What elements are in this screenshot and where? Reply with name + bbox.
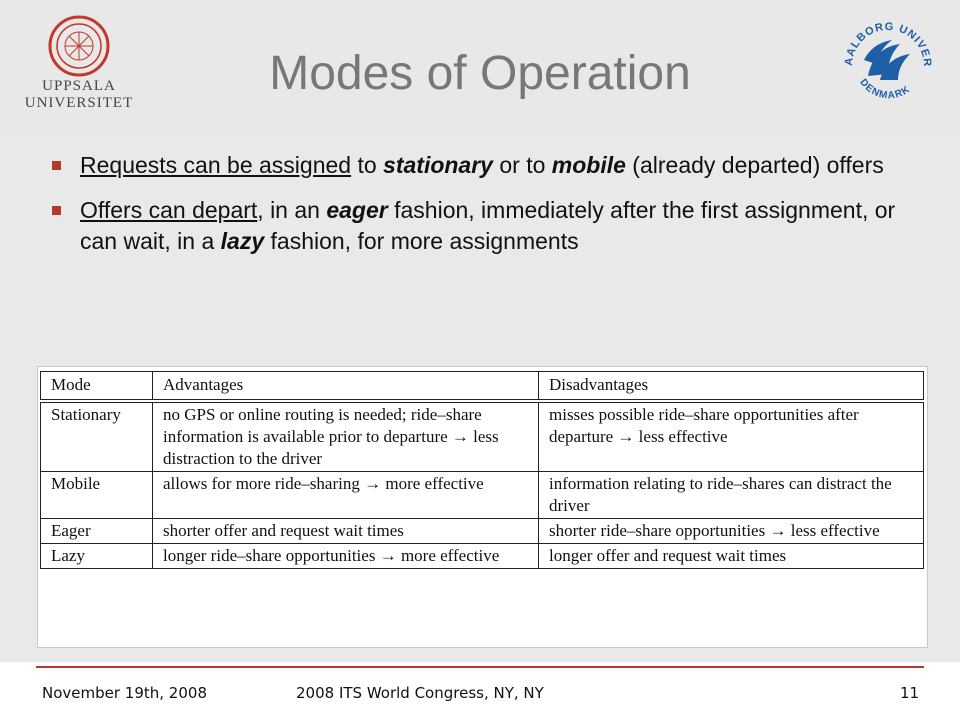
table-cell: Eager (41, 519, 153, 544)
table-header-row (41, 372, 924, 402)
aalborg-arc-bottom: DENMARK (857, 77, 913, 102)
footer-page-number: 11 (900, 684, 920, 702)
bullet-emphasis: lazy (220, 228, 265, 254)
table-row (41, 472, 924, 519)
bullet-text: (already departed) offers (625, 152, 884, 178)
uppsala-logo-line2: UNIVERSITET (24, 95, 134, 111)
uppsala-logo (24, 14, 134, 114)
bullet-list (48, 150, 908, 271)
aalborg-arc-top: AALBORG UNIVER (842, 20, 934, 68)
table-cell: information relating to ride–shares can distract the driver (539, 472, 924, 519)
table-row (41, 401, 924, 472)
uppsala-seal-icon (24, 14, 134, 78)
table-header-cell: Advantages (153, 372, 539, 402)
square-bullet-icon (52, 206, 61, 215)
bullet-text: fashion, for more assignments (264, 228, 579, 254)
aalborg-logo (838, 8, 938, 118)
footer-date: November 19th, 2008 (42, 684, 207, 702)
bullet-emphasis: stationary (383, 152, 493, 178)
bullet-text: , in an (257, 197, 327, 223)
table-cell: longer offer and request wait times (539, 544, 924, 569)
bullet-underlined: Requests can be assigned (80, 152, 352, 178)
table-cell: Lazy (41, 544, 153, 569)
bullet-text: to (351, 152, 384, 178)
bullet-emphasis: eager (326, 197, 388, 223)
table-row (41, 544, 924, 569)
aalborg-seal-icon (838, 8, 938, 118)
bullet-text: or to (492, 152, 552, 178)
footer-conference: 2008 ITS World Congress, NY, NY (296, 684, 544, 702)
table-row (41, 519, 924, 544)
table-cell: shorter offer and request wait times (153, 519, 539, 544)
table-cell: Mobile (41, 472, 153, 519)
table-cell: no GPS or online routing is needed; ride–share information is available prior to departure → less distraction to the driver (153, 401, 539, 472)
modes-table (40, 371, 924, 569)
bullet-item-requests (48, 150, 908, 181)
square-bullet-icon (52, 161, 61, 170)
bullet-item-offers (48, 195, 908, 257)
svg-text:DENMARK (857, 77, 912, 101)
bullet-emphasis: mobile (551, 152, 626, 178)
modes-table-container (37, 366, 928, 648)
page-title: Modes of Operation (269, 47, 691, 100)
table-cell: longer ride–share opportunities → more effective (153, 544, 539, 569)
bullet-underlined: Offers can depart (80, 197, 258, 223)
footer-divider (36, 666, 924, 668)
table-header-cell: Disadvantages (539, 372, 924, 402)
table-header-cell: Mode (41, 372, 153, 402)
bullet-text: fashion, immediately after the first assignment, or can wait, in a (80, 197, 896, 254)
table-cell: shorter ride–share opportunities → less effective (539, 519, 924, 544)
uppsala-logo-line1: UPPSALA (42, 78, 116, 94)
table-cell: Stationary (41, 401, 153, 472)
table-cell: allows for more ride–sharing → more effective (153, 472, 539, 519)
table-cell: misses possible ride–share opportunities after departure → less effective (539, 401, 924, 472)
